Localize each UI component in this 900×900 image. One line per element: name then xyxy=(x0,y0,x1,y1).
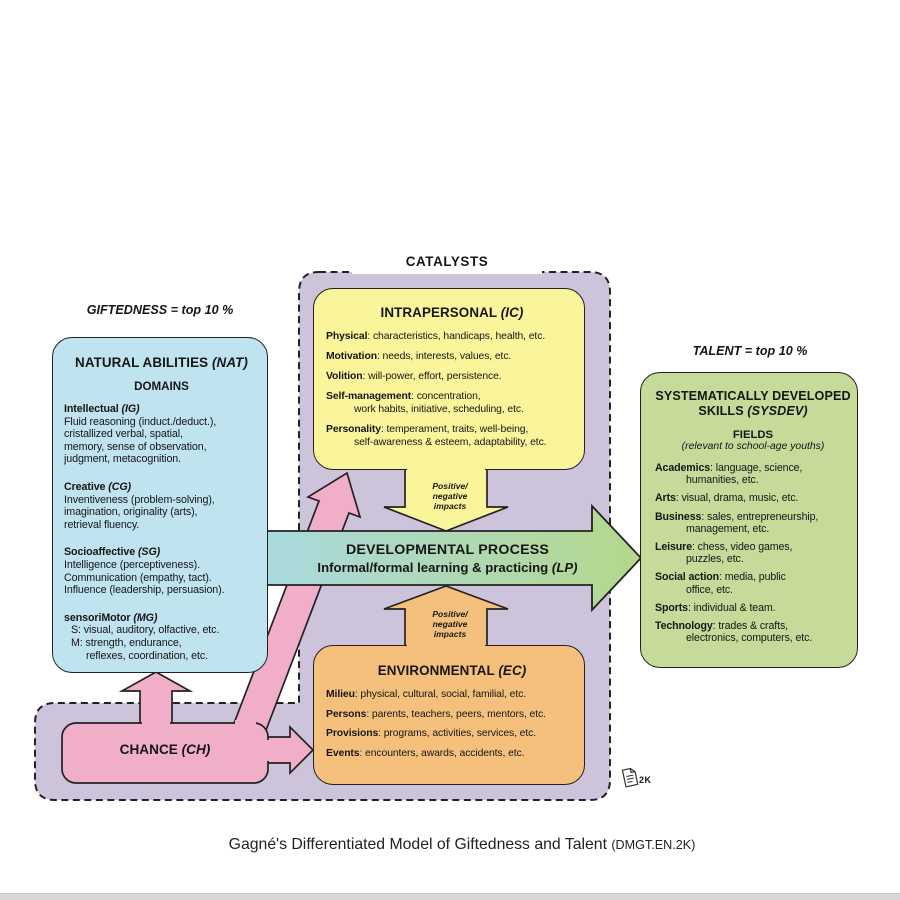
body-line: imagination, originality (arts), xyxy=(64,506,198,519)
title-code: (EC) xyxy=(498,663,527,678)
item-text: : physical, cultural, social, familial, etc. xyxy=(354,689,526,700)
item-label: Self-management xyxy=(326,391,412,402)
document-icon xyxy=(619,765,641,789)
join-patch xyxy=(142,720,170,728)
item-label: Personality xyxy=(326,424,381,435)
item-text: : sales, entrepreneurship, xyxy=(701,510,819,523)
item-text-line2: humanities, etc. xyxy=(686,474,759,487)
title-line1: SYSTEMATICALLY DEVELOPED xyxy=(655,389,851,403)
item-label: Milieu xyxy=(326,689,355,700)
item-label: Provisions xyxy=(326,728,379,739)
list-item xyxy=(326,350,578,363)
impacts-label-top: Positive/ negative impacts xyxy=(432,481,468,511)
section-code: (CG) xyxy=(108,480,132,493)
section-label: Socioaffective xyxy=(64,546,136,559)
item-label: Physical xyxy=(326,331,368,342)
section-label: sensoriMotor xyxy=(64,611,131,624)
list-item xyxy=(326,688,578,701)
domains-subtitle: DOMAINS xyxy=(134,380,189,393)
list-item xyxy=(326,423,578,449)
item-text: : will-power, effort, persistence. xyxy=(362,371,502,382)
item-text: : parents, teachers, peers, mentors, etc. xyxy=(366,708,546,720)
item-text: : media, public xyxy=(719,571,786,584)
title-line2: SKILLS xyxy=(698,404,744,418)
version-badge xyxy=(619,765,652,789)
list-item xyxy=(326,708,578,721)
item-text: : chess, video games, xyxy=(691,541,793,554)
body-line: Intelligence (perceptiveness). xyxy=(64,558,201,571)
body-line: S: visual, auditory, olfactive, etc. xyxy=(71,624,220,637)
join-patch xyxy=(235,720,256,728)
process-line2: Informal/formal learning & practicing xyxy=(317,560,549,575)
section-creative xyxy=(64,481,259,531)
body-line: M: strength, endurance, xyxy=(71,636,182,649)
impacts-label-bottom: Positive/ negative impacts xyxy=(432,609,468,639)
body-line: Inventiveness (problem-solving), xyxy=(64,493,215,506)
item-label: Arts xyxy=(655,492,676,505)
title-code: (SYSDEV) xyxy=(747,404,808,418)
developmental-process-label xyxy=(295,541,600,576)
item-text-line2: self-awareness & esteem, adaptability, etc. xyxy=(354,437,547,448)
list-item xyxy=(655,511,851,535)
list-item xyxy=(326,330,578,343)
body-line: cristallized verbal, spatial, xyxy=(64,428,183,441)
list-item xyxy=(655,620,851,644)
environmental-title xyxy=(326,662,578,679)
sysdev-title xyxy=(655,389,851,419)
title-text: INTRAPERSONAL xyxy=(380,305,497,320)
join-patch xyxy=(407,641,485,650)
item-text: : encounters, awards, accidents, etc. xyxy=(359,747,525,759)
process-code: (LP) xyxy=(551,560,578,575)
intrapersonal-box xyxy=(313,288,585,470)
natural-abilities-title xyxy=(64,354,259,371)
item-label: Motivation xyxy=(326,351,377,362)
join-patch xyxy=(264,740,272,761)
item-text: : needs, interests, values, etc. xyxy=(376,351,512,362)
item-text: : trades & crafts, xyxy=(712,620,788,633)
list-item xyxy=(326,747,578,760)
chance-label: CHANCE (CH) xyxy=(119,742,211,757)
item-label: Events xyxy=(326,747,360,759)
list-item xyxy=(326,370,578,383)
item-text: : temperament, traits, well-being, xyxy=(380,424,529,435)
item-label: Academics xyxy=(655,462,711,474)
section-code: (MG) xyxy=(133,611,158,624)
caption-code: (DMGT.EN.2K) xyxy=(611,838,696,852)
body-line: Communication (empathy, tact). xyxy=(64,571,212,584)
title-text: ENVIRONMENTAL xyxy=(377,663,495,678)
list-item xyxy=(655,462,851,486)
body-line: Fluid reasoning (induct./deduct.), xyxy=(64,415,217,428)
item-text-line2: work habits, initiative, scheduling, etc. xyxy=(354,404,524,415)
environmental-box xyxy=(313,645,585,785)
list-item xyxy=(326,727,578,740)
list-item xyxy=(655,492,851,504)
catalysts-label: CATALYSTS xyxy=(352,252,542,274)
body-line: retrieval fluency. xyxy=(64,518,140,531)
section-intellectual xyxy=(64,403,259,466)
body-line: reflexes, coordination, etc. xyxy=(86,649,208,662)
talent-label: TALENT = top 10 % xyxy=(692,344,808,358)
item-text: : language, science, xyxy=(710,462,803,474)
body-line: memory, sense of observation, xyxy=(64,440,207,453)
title-text: NATURAL ABILITIES xyxy=(75,355,209,370)
item-text: : concentration, xyxy=(411,391,481,402)
section-code: (SG) xyxy=(137,546,161,559)
systematically-developed-skills-box xyxy=(640,372,858,668)
title-code: (NAT) xyxy=(212,355,248,370)
item-label: Technology xyxy=(655,620,713,633)
section-sensorimotor xyxy=(64,612,259,662)
fields-note: (relevant to school-age youths) xyxy=(681,441,825,452)
list-item xyxy=(655,541,851,565)
badge-text: 2K xyxy=(639,775,652,785)
giftedness-label: GIFTEDNESS = top 10 % xyxy=(86,303,234,317)
section-code: (IG) xyxy=(121,403,140,415)
item-label: Business xyxy=(655,510,702,523)
body-line: judgment, metacognition. xyxy=(64,453,182,466)
item-text-line2: office, etc. xyxy=(686,583,733,596)
item-text: : characteristics, handicaps, health, etc. xyxy=(367,331,546,342)
title-code: (IC) xyxy=(500,305,524,320)
caption-main: Gagné's Differentiated Model of Giftedness and Talent xyxy=(228,836,607,853)
item-label: Social action xyxy=(655,571,720,584)
item-text-line2: puzzles, etc. xyxy=(686,553,744,566)
item-label: Leisure xyxy=(655,541,692,554)
item-label: Volition xyxy=(326,371,363,382)
section-socioaffective xyxy=(64,546,259,596)
item-label: Persons xyxy=(326,708,367,720)
body-line: Influence (leadership, persuasion). xyxy=(64,584,225,597)
item-text: : visual, drama, music, etc. xyxy=(675,492,799,505)
section-label: Creative xyxy=(64,480,106,493)
item-text: : programs, activities, services, etc. xyxy=(378,728,537,739)
item-text-line2: electronics, computers, etc. xyxy=(686,632,813,645)
list-item xyxy=(655,571,851,595)
process-line1: DEVELOPMENTAL PROCESS xyxy=(345,542,550,558)
natural-abilities-box xyxy=(52,337,268,673)
intrapersonal-title xyxy=(326,304,578,321)
diagram-caption xyxy=(12,836,900,854)
item-text-line2: management, etc. xyxy=(686,522,770,535)
join-patch xyxy=(407,466,485,475)
item-text: : individual & team. xyxy=(687,601,776,614)
fields-subtitle: FIELDS xyxy=(732,429,774,441)
item-label: Sports xyxy=(655,601,688,614)
list-item xyxy=(655,602,851,614)
window-bottom-bar xyxy=(0,893,900,900)
list-item xyxy=(326,390,578,416)
section-label: Intellectual xyxy=(64,403,119,415)
